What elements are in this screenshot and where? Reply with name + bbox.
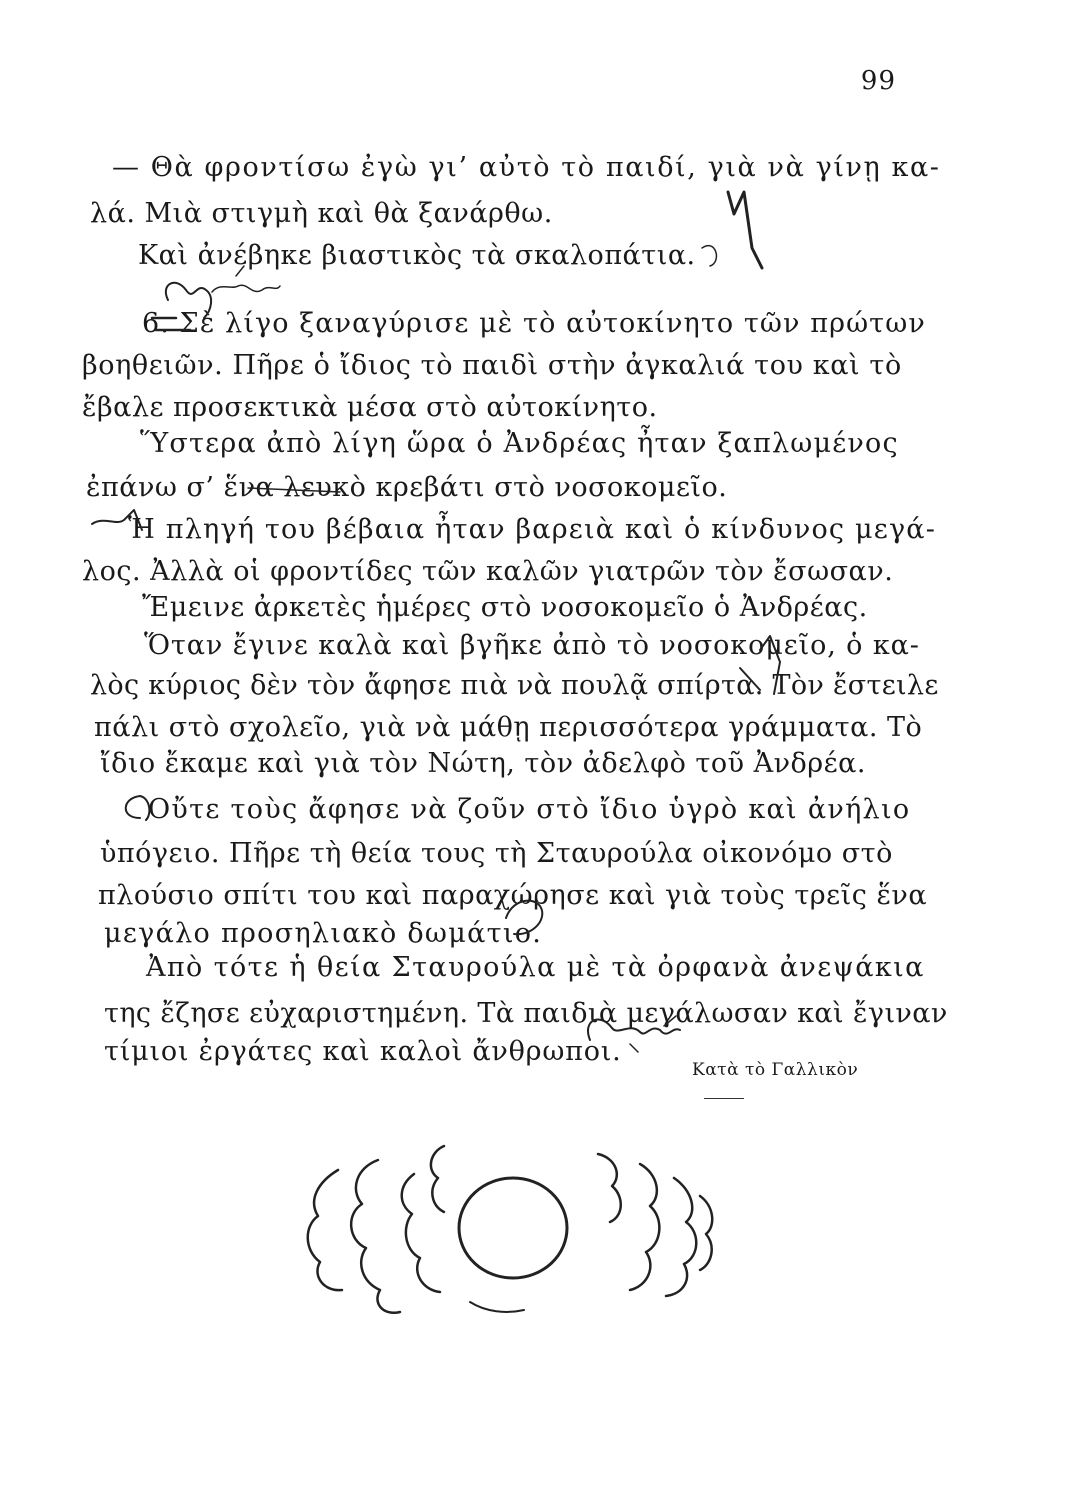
handwritten-excerpt-mark-end: [588, 1016, 680, 1052]
text-line: πάλι στὸ σχολεῖο, γιὰ νὰ μάθῃ περισσότερα γράμματα. Τὸ: [94, 712, 923, 743]
text-line: Ἀπὸ τότε ἡ θεία Σταυρούλα μὲ τὰ ὀρφανὰ ἀνεψάκια: [146, 952, 925, 983]
page-number: 99: [860, 66, 896, 96]
handwritten-m-mark: [702, 192, 762, 268]
text-line: Καὶ ἀνέβηκε βιαστικὸς τὰ σκαλοπάτια.: [138, 240, 696, 271]
text-line: μεγάλο προσηλιακὸ δωμάτιο.: [104, 918, 543, 949]
text-line: λος. Ἀλλὰ οἱ φροντίδες τῶν καλῶν γιατρῶν τὸν ἔσωσαν.: [82, 556, 894, 587]
text-line: — Θὰ φροντίσω ἐγὼ γι’ αὐτὸ τὸ παιδί, γιὰ νὰ γίνῃ κα-: [112, 152, 941, 183]
text-line: λά. Μιὰ στιγμὴ καὶ θὰ ξανάρθω.: [90, 198, 553, 229]
text-line: βοηθειῶν. Πῆρε ὁ ἴδιος τὸ παιδὶ στὴν ἀγκαλιά του καὶ τὸ: [82, 350, 902, 381]
text-line: Ὅταν ἔγινε καλὰ καὶ βγῆκε ἀπὸ τὸ νοσοκομεῖο, ὁ κα-: [144, 630, 920, 661]
text-line: ἐπάνω σ’ ἕνα λευκὸ κρεβάτι στὸ νοσοκομεῖο.: [86, 472, 728, 503]
text-line: τίμιοι ἐργάτες καὶ καλοὶ ἄνθρωποι.: [104, 1036, 622, 1067]
handwritten-lambda-mark: [92, 510, 780, 694]
handwritten-underline: [248, 488, 340, 492]
text-line: της ἔζησε εὐχαριστημένη. Τὰ παιδιὰ μεγάλωσαν καὶ ἔγιναν: [104, 998, 948, 1029]
text-line: Ἔμεινε ἀρκετὲς ἡμέρες στὸ νοσοκομεῖο ὁ Ἀνδρέας.: [142, 592, 868, 623]
text-line: ἔβαλε προσεκτικὰ μέσα στὸ αὐτοκίνητο.: [82, 392, 658, 423]
text-line: Ἡ πληγή του βέβαια ἦταν βαρειὰ καὶ ὁ κίνδυνος μεγά-: [128, 514, 937, 545]
handwritten-circle-mark: [506, 901, 542, 935]
text-line: πλούσιο σπίτι του καὶ παραχώρησε καὶ γιὰ τοὺς τρεῖς ἕνα: [98, 880, 928, 911]
handwritten-paragraph-mark: [126, 796, 150, 820]
text-line: Ὕστερα ἀπὸ λίγη ὥρα ὁ Ἀνδρέας ἦταν ξαπλωμένος: [140, 428, 899, 459]
handwritten-excerpt-mark: [152, 266, 280, 330]
text-line: λὸς κύριος δὲν τὸν ἄφησε πιὰ νὰ πουλᾷ σπίρτα. Τὸν ἔστειλε: [90, 670, 939, 701]
source-credit: Κατὰ τὸ Γαλλικὸν: [692, 1060, 859, 1080]
sun-ornament: [308, 1146, 713, 1313]
text-line: ἴδιο ἔκαμε καὶ γιὰ τὸν Νώτη, τὸν ἀδελφὸ τοῦ Ἀνδρέα.: [100, 748, 866, 779]
text-line: 6. Σὲ λίγο ξαναγύρισε μὲ τὸ αὐτοκίνητο τῶν πρώτων: [142, 308, 926, 339]
text-line: Οὔτε τοὺς ἄφησε νὰ ζοῦν στὸ ἴδιο ὑγρὸ καὶ ἀνήλιο: [148, 794, 911, 825]
text-line: ὑπόγειο. Πῆρε τὴ θεία τους τὴ Σταυρούλα οἰκονόμο στὸ: [100, 838, 893, 869]
